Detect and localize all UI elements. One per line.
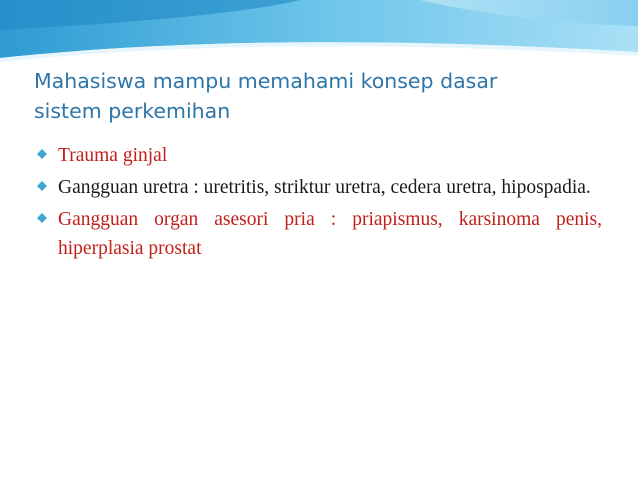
slide-title xyxy=(34,66,594,126)
bullet-text: Trauma ginjal xyxy=(58,145,168,166)
diamond-bullet-icon xyxy=(37,181,47,191)
diamond-bullet-icon xyxy=(37,149,47,159)
bullet-item xyxy=(34,141,602,170)
bullet-item xyxy=(34,205,602,263)
diamond-bullet-icon xyxy=(37,213,47,223)
bullet-text: Gangguan organ asesori pria : priapismus, karsinoma penis, hiperplasia prostat xyxy=(58,209,602,259)
bullet-item xyxy=(34,173,602,202)
slide-title-line: sistem perkemihan xyxy=(34,99,231,123)
header-wave-decoration xyxy=(0,0,638,70)
bullet-text: Gangguan uretra : uretritis, striktur uretra, cedera uretra, hipospadia. xyxy=(58,177,591,198)
slide-title-line: Mahasiswa mampu memahami konsep dasar xyxy=(34,69,498,93)
bullet-list xyxy=(34,141,602,266)
